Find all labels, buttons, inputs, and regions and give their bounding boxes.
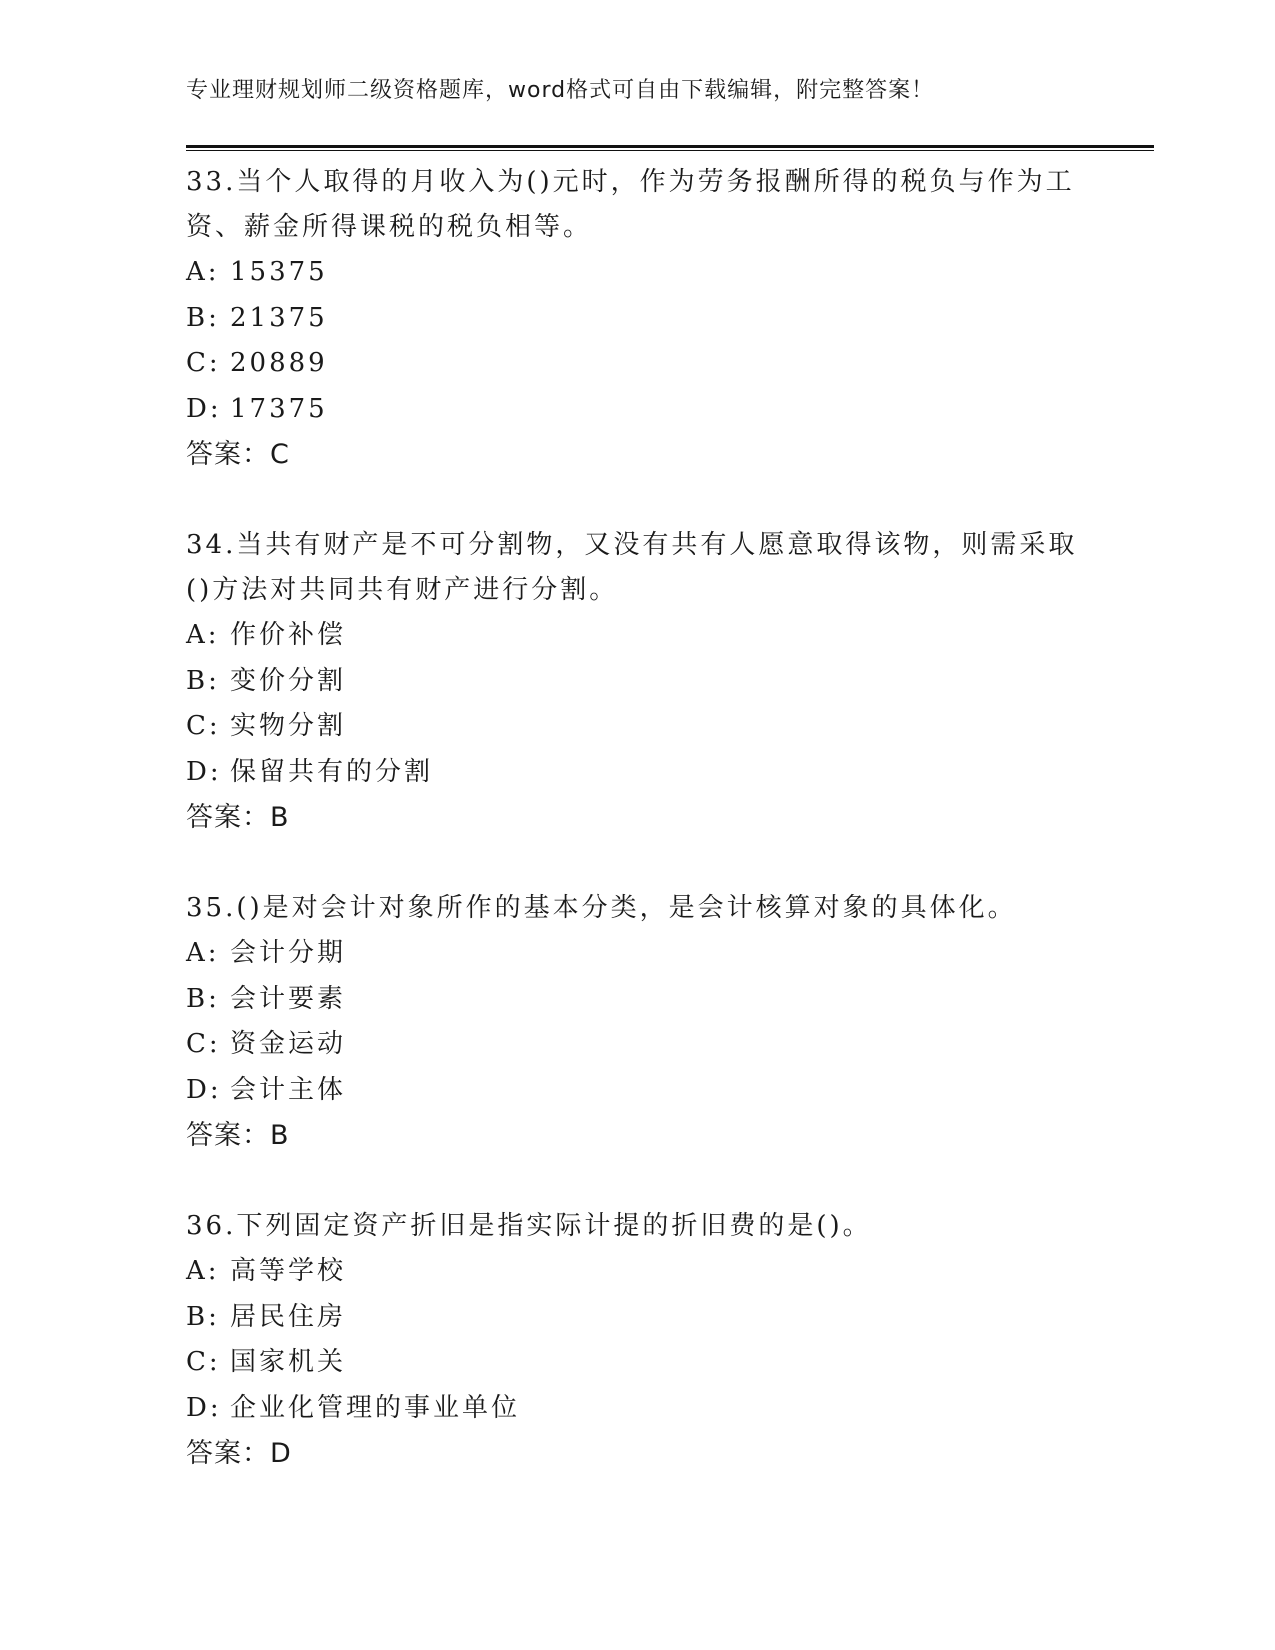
option-text: 国家机关 xyxy=(230,1347,347,1377)
page-header: 专业理财规划师二级资格题库，word格式可自由下载编辑，附完整答案！ xyxy=(186,78,935,103)
option-key: D: xyxy=(186,393,222,424)
option-text: 企业化管理的事业单位 xyxy=(230,1392,521,1423)
question-block xyxy=(186,886,1086,1158)
option-key: C: xyxy=(186,1029,221,1059)
option-text: 会计分期 xyxy=(230,938,347,968)
option-b xyxy=(186,1295,1086,1341)
option-text: 变价分割 xyxy=(230,665,347,696)
option-key: C: xyxy=(186,1347,221,1377)
question-list xyxy=(186,160,1086,1522)
option-key: A: xyxy=(186,257,220,287)
option-key: B: xyxy=(186,302,220,333)
option-text: 实物分割 xyxy=(230,711,347,741)
option-a xyxy=(186,613,1086,659)
option-b xyxy=(186,659,1086,705)
option-key: A: xyxy=(186,620,220,650)
option-b xyxy=(186,296,1086,342)
question-block xyxy=(186,160,1086,477)
option-key: B: xyxy=(186,983,220,1014)
option-key: B: xyxy=(186,665,220,696)
question-text: 33.当个人取得的月收入为()元时，作为劳务报酬所得的税负与作为工资、薪金所得课税的税负相等。 xyxy=(186,167,1075,242)
option-d xyxy=(186,1068,1086,1114)
option-key: C: xyxy=(186,348,221,378)
option-key: D: xyxy=(186,756,222,787)
header-rule-thick xyxy=(186,145,1154,148)
option-key: D: xyxy=(186,1392,222,1423)
option-key: B: xyxy=(186,1301,220,1332)
option-text: 17375 xyxy=(230,393,328,424)
header-rule-thin xyxy=(186,150,1154,151)
question-text: 36.下列固定资产折旧是指实际计提的折旧费的是()。 xyxy=(186,1211,872,1241)
option-text: 会计要素 xyxy=(230,983,347,1014)
option-text: 15375 xyxy=(230,257,328,287)
option-key: C: xyxy=(186,711,221,741)
option-a xyxy=(186,1249,1086,1295)
option-a xyxy=(186,250,1086,296)
option-c xyxy=(186,704,1086,750)
option-c xyxy=(186,341,1086,387)
answer-line: 答案：B xyxy=(186,802,290,833)
option-key: A: xyxy=(186,938,220,968)
option-key: D: xyxy=(186,1074,222,1105)
option-text: 资金运动 xyxy=(230,1029,347,1059)
option-b xyxy=(186,977,1086,1023)
option-text: 20889 xyxy=(230,348,328,378)
question-text: 34.当共有财产是不可分割物，又没有共有人愿意取得该物，则需采取()方法对共同共有财产进行分割。 xyxy=(186,530,1078,605)
option-text: 作价补偿 xyxy=(230,620,347,650)
option-text: 居民住房 xyxy=(230,1301,347,1332)
option-text: 保留共有的分割 xyxy=(230,756,434,787)
option-text: 会计主体 xyxy=(230,1074,347,1105)
option-a xyxy=(186,931,1086,977)
option-text: 21375 xyxy=(230,302,328,333)
question-text: 35.()是对会计对象所作的基本分类，是会计核算对象的具体化。 xyxy=(186,893,1017,923)
option-key: A: xyxy=(186,1256,220,1286)
answer-line: 答案：C xyxy=(186,439,290,470)
question-block xyxy=(186,1204,1086,1476)
option-c xyxy=(186,1022,1086,1068)
question-block xyxy=(186,523,1086,840)
option-d xyxy=(186,387,1086,433)
answer-line: 答案：D xyxy=(186,1438,292,1469)
answer-line: 答案：B xyxy=(186,1120,290,1151)
option-c xyxy=(186,1340,1086,1386)
option-d xyxy=(186,1386,1086,1432)
option-d xyxy=(186,750,1086,796)
option-text: 高等学校 xyxy=(230,1256,347,1286)
